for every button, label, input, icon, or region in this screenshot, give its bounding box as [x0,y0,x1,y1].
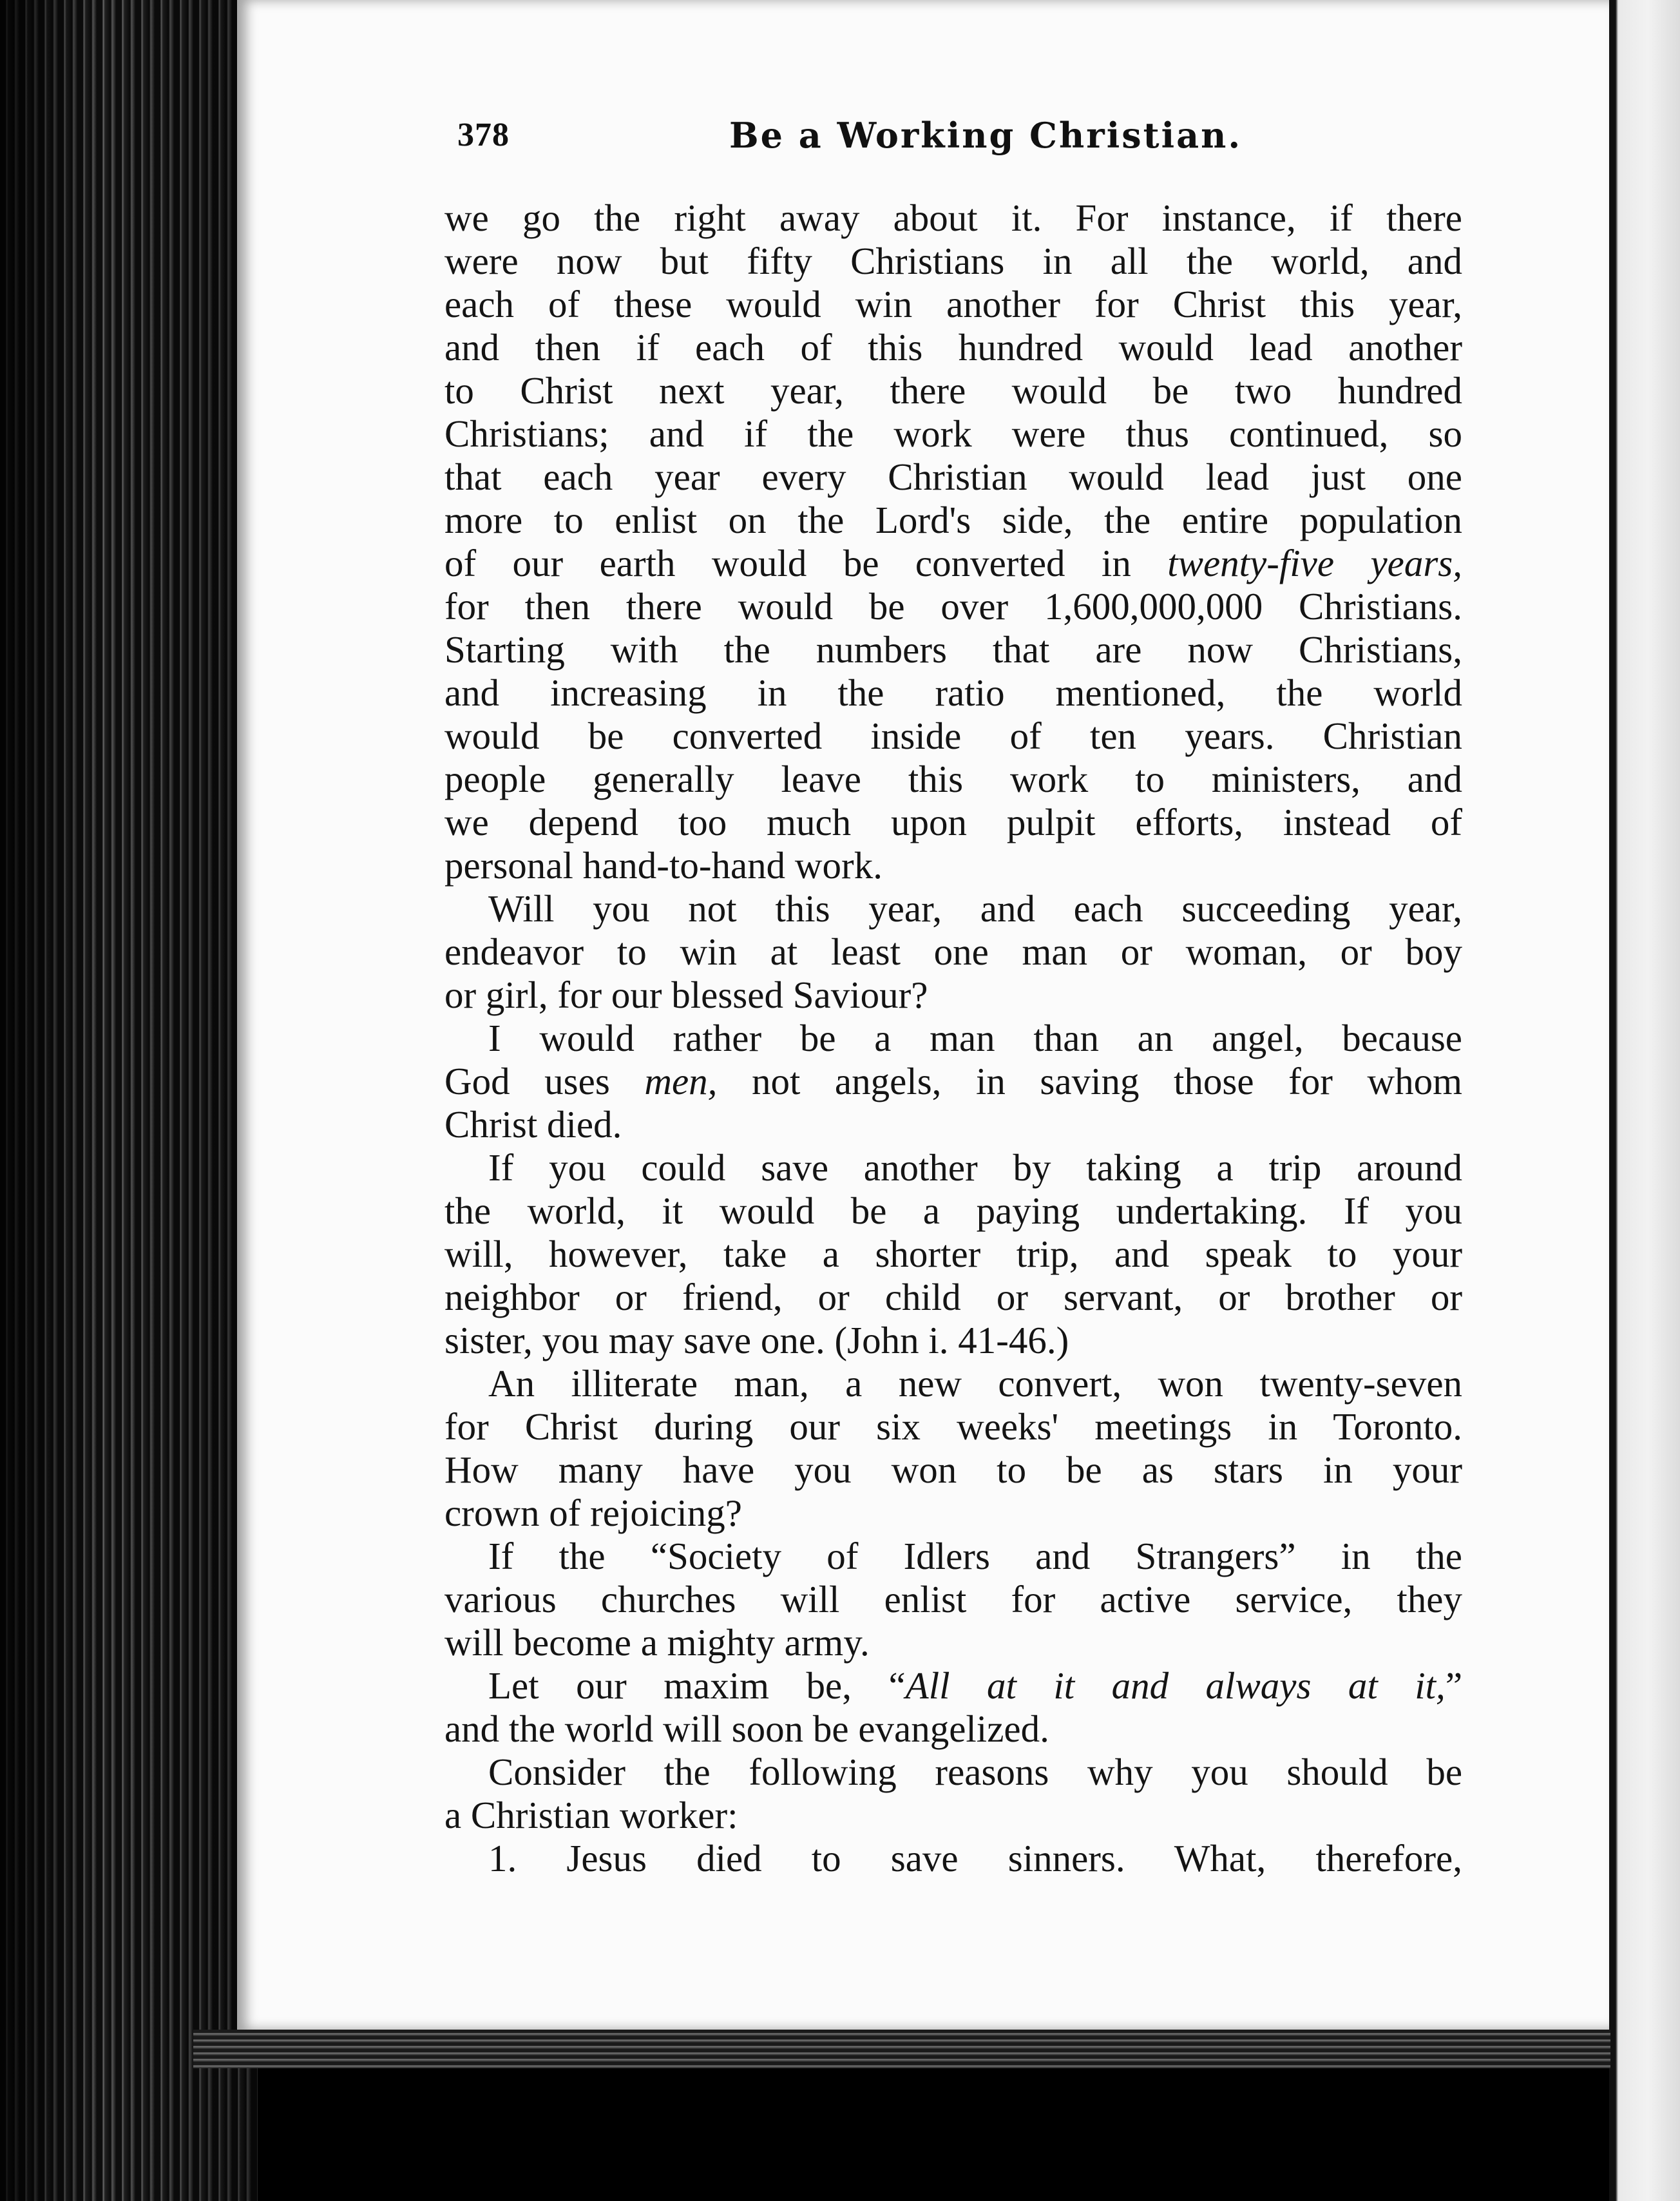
text-line: each of these would win another for Christ this year, [444,283,1462,325]
text-line: and the world will soon be evangelized. [444,1707,1049,1750]
text-line: to Christ next year, there would be two hundred [444,369,1462,412]
italic-text: men, [644,1060,718,1102]
text-line: will become a mighty army. [444,1621,870,1664]
body-text [444,197,1462,1880]
text-line: An illiterate man, a new convert, won twenty-seven [488,1362,1462,1405]
text-line: sister, you may save one. (John i. 41-46.) [444,1319,1069,1361]
paragraph-1 [444,197,1462,887]
paragraph-3 [444,1017,1462,1146]
running-head: Be a Working Christian. [729,115,1243,156]
text-line: personal hand-to-hand work. [444,844,883,887]
text-line: I would rather be a man than an angel, because [488,1017,1462,1059]
paragraph-6 [444,1535,1462,1664]
text-line: would be converted inside of ten years. Christian [444,715,1462,757]
paragraph-9 [444,1837,1462,1880]
paragraph-2 [444,887,1462,1017]
italic-text: All at it and always at it, [905,1664,1446,1707]
text-line: more to enlist on the Lord's side, the entire population [444,499,1462,541]
text-line: Consider the following reasons why you should be [488,1751,1462,1793]
text-line: How many have you won to be as stars in your [444,1448,1462,1491]
text-run: God uses [444,1060,645,1102]
text-run: not angels, in saving those for whom [717,1060,1463,1102]
text-line [444,1664,1462,1707]
text-line: for Christ during our six weeks' meetings in Toronto. [444,1405,1462,1448]
text-line: and then if each of this hundred would lead another [444,326,1462,369]
paragraph-4 [444,1146,1462,1362]
text-line: we depend too much upon pulpit efforts, instead of [444,801,1462,843]
page-number: 378 [457,117,510,153]
text-line: Starting with the numbers that are now Christians, [444,628,1462,671]
text-run: Let our maxim be, “ [488,1664,906,1707]
text-line: we go the right away about it. For instance, if there [444,197,1462,239]
bottom-page-edges [193,2030,1610,2068]
text-line: that each year every Christian would lead just one [444,456,1462,498]
text-run: of our earth would be converted in [444,542,1168,584]
text-line: various churches will enlist for active service, they [444,1578,1462,1620]
text-line: crown of rejoicing? [444,1492,742,1534]
text-line: If the “Society of Idlers and Strangers” in the [488,1535,1462,1577]
paragraph-5 [444,1362,1462,1535]
text-line: 1. Jesus died to save sinners. What, therefore, [488,1837,1462,1879]
paragraph-7 [444,1664,1462,1751]
text-line: were now but fifty Christians in all the world, and [444,240,1462,282]
italic-text: twenty-five years, [1167,542,1462,584]
stacked-page-edges [0,0,258,2201]
text-line: If you could save another by taking a trip around [488,1146,1462,1189]
text-run: ” [1445,1664,1462,1707]
text-line: Christ died. [444,1103,622,1146]
text-line [444,542,1462,585]
text-line: will, however, take a shorter trip, and speak to your [444,1233,1462,1275]
text-line: for then there would be over 1,600,000,000 Christians. [444,585,1462,628]
text-line: people generally leave this work to ministers, and [444,758,1462,800]
text-line [444,1060,1462,1103]
text-line: the world, it would be a paying undertaking. If you [444,1189,1462,1232]
text-line: endeavor to win at least one man or woman, or boy [444,930,1462,973]
text-line: Will you not this year, and each succeeding year, [488,887,1462,930]
text-line: neighbor or friend, or child or servant, or brother or [444,1276,1462,1318]
page-header [457,116,1462,174]
paragraph-8 [444,1751,1462,1837]
text-line: a Christian worker: [444,1794,738,1836]
text-line: Christians; and if the work were thus continued, so [444,412,1462,455]
text-line: and increasing in the ratio mentioned, the world [444,671,1462,714]
right-page-edge [1609,0,1680,2201]
text-line: or girl, for our blessed Saviour? [444,974,928,1016]
